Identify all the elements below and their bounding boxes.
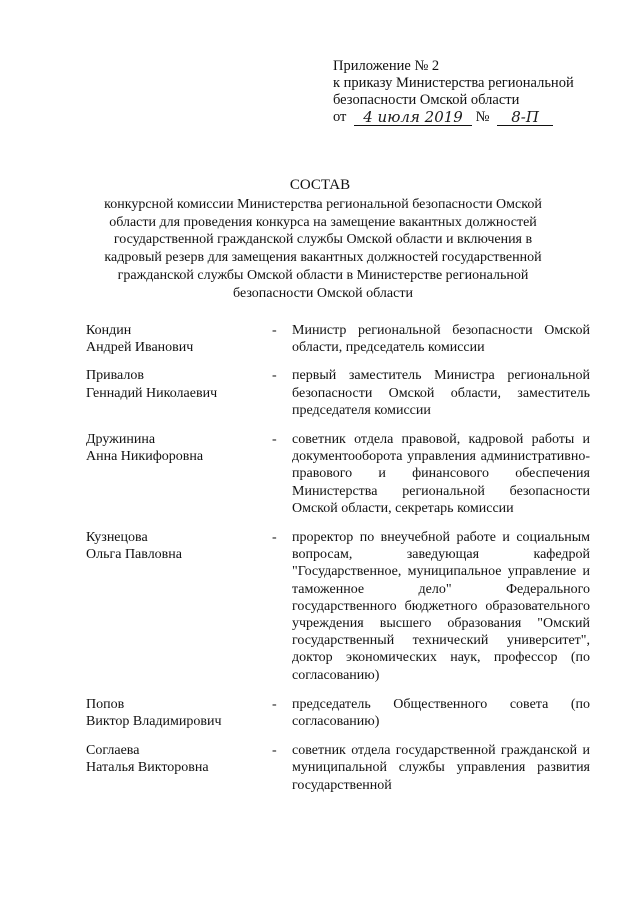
member-surname: Дружинина [86, 432, 156, 448]
member-name [86, 742, 272, 794]
member-role: первый заместитель Министра региональной безопасности Омской области, заместитель председателя комиссии [292, 368, 590, 418]
member-name [86, 696, 272, 730]
member-given-names: Ольга Павловна [86, 547, 182, 563]
member-name [86, 367, 272, 419]
member-dash: - [272, 432, 277, 448]
appendix-line-1: Приложение № 2 [333, 58, 440, 74]
member-row [86, 431, 596, 517]
member-surname: Попов [86, 696, 125, 712]
member-surname: Кузнецова [86, 530, 148, 546]
order-number-field [497, 109, 553, 126]
handwritten-date: 4 июля 2019 [363, 108, 463, 126]
member-name [86, 431, 272, 517]
member-name [86, 322, 272, 356]
member-given-names: Андрей Иванович [86, 340, 194, 356]
order-date-field [354, 109, 472, 126]
member-row [86, 529, 596, 684]
member-given-names: Геннадий Николаевич [86, 385, 218, 401]
member-row [86, 742, 596, 794]
member-name [86, 529, 272, 684]
appendix-line-2: к приказу Министерства региональной [333, 75, 574, 91]
member-dash: - [272, 323, 277, 338]
member-given-names: Виктор Владимирович [86, 714, 222, 730]
member-role: проректор по внеучебной работе и социальным вопросам, заведующая кафедрой "Государственное, муниципальное управление и таможенное дело" Федерального государственного бюджетного образовательного учреждения высшего образования "Омский государственный технический университет", доктор экономических наук, профессор (по согласованию) [292, 530, 590, 683]
member-surname: Кондин [86, 323, 132, 338]
members-list [86, 322, 596, 794]
member-dash: - [272, 530, 277, 546]
document-title: СОСТАВ [289, 177, 351, 193]
member-role: советник отдела государственной гражданской и муниципальной службы управления развития государственной [292, 743, 590, 793]
member-role: Министр региональной безопасности Омской области, председатель комиссии [292, 323, 590, 356]
member-dash: - [272, 696, 277, 712]
from-label: от [333, 109, 347, 125]
member-given-names: Наталья Викторовна [86, 760, 209, 776]
member-surname: Привалов [86, 368, 144, 384]
member-row [86, 367, 596, 419]
appendix-line-3: безопасности Омской области [333, 92, 520, 108]
member-given-names: Анна Никифоровна [86, 449, 204, 465]
member-role: советник отдела правовой, кадровой работы и документооборота управления административно-правового и финансового обеспечения Министерства региональной безопасности Омской области, секретарь комиссии [292, 432, 590, 516]
number-label: № [475, 109, 490, 125]
member-role: председатель Общественного совета (по согласованию) [292, 696, 590, 730]
handwritten-number: 8-П [511, 108, 539, 126]
member-dash: - [272, 743, 277, 759]
member-dash: - [272, 368, 277, 384]
appendix-header [333, 58, 574, 126]
member-row [86, 322, 596, 356]
member-row [86, 696, 596, 730]
member-surname: Соглаева [86, 743, 140, 759]
order-date-line [333, 109, 574, 126]
document-subtitle: конкурсной комиссии Министерства региональной безопасности Омской области для проведения конкурса на замещение вакантных должностей государственной гражданской службы Омской области и включения в кадровый резерв для замещения вакантных должностей государственной гражданской службы Омской области в Министерстве региональной безопасности Омской области [104, 197, 542, 301]
